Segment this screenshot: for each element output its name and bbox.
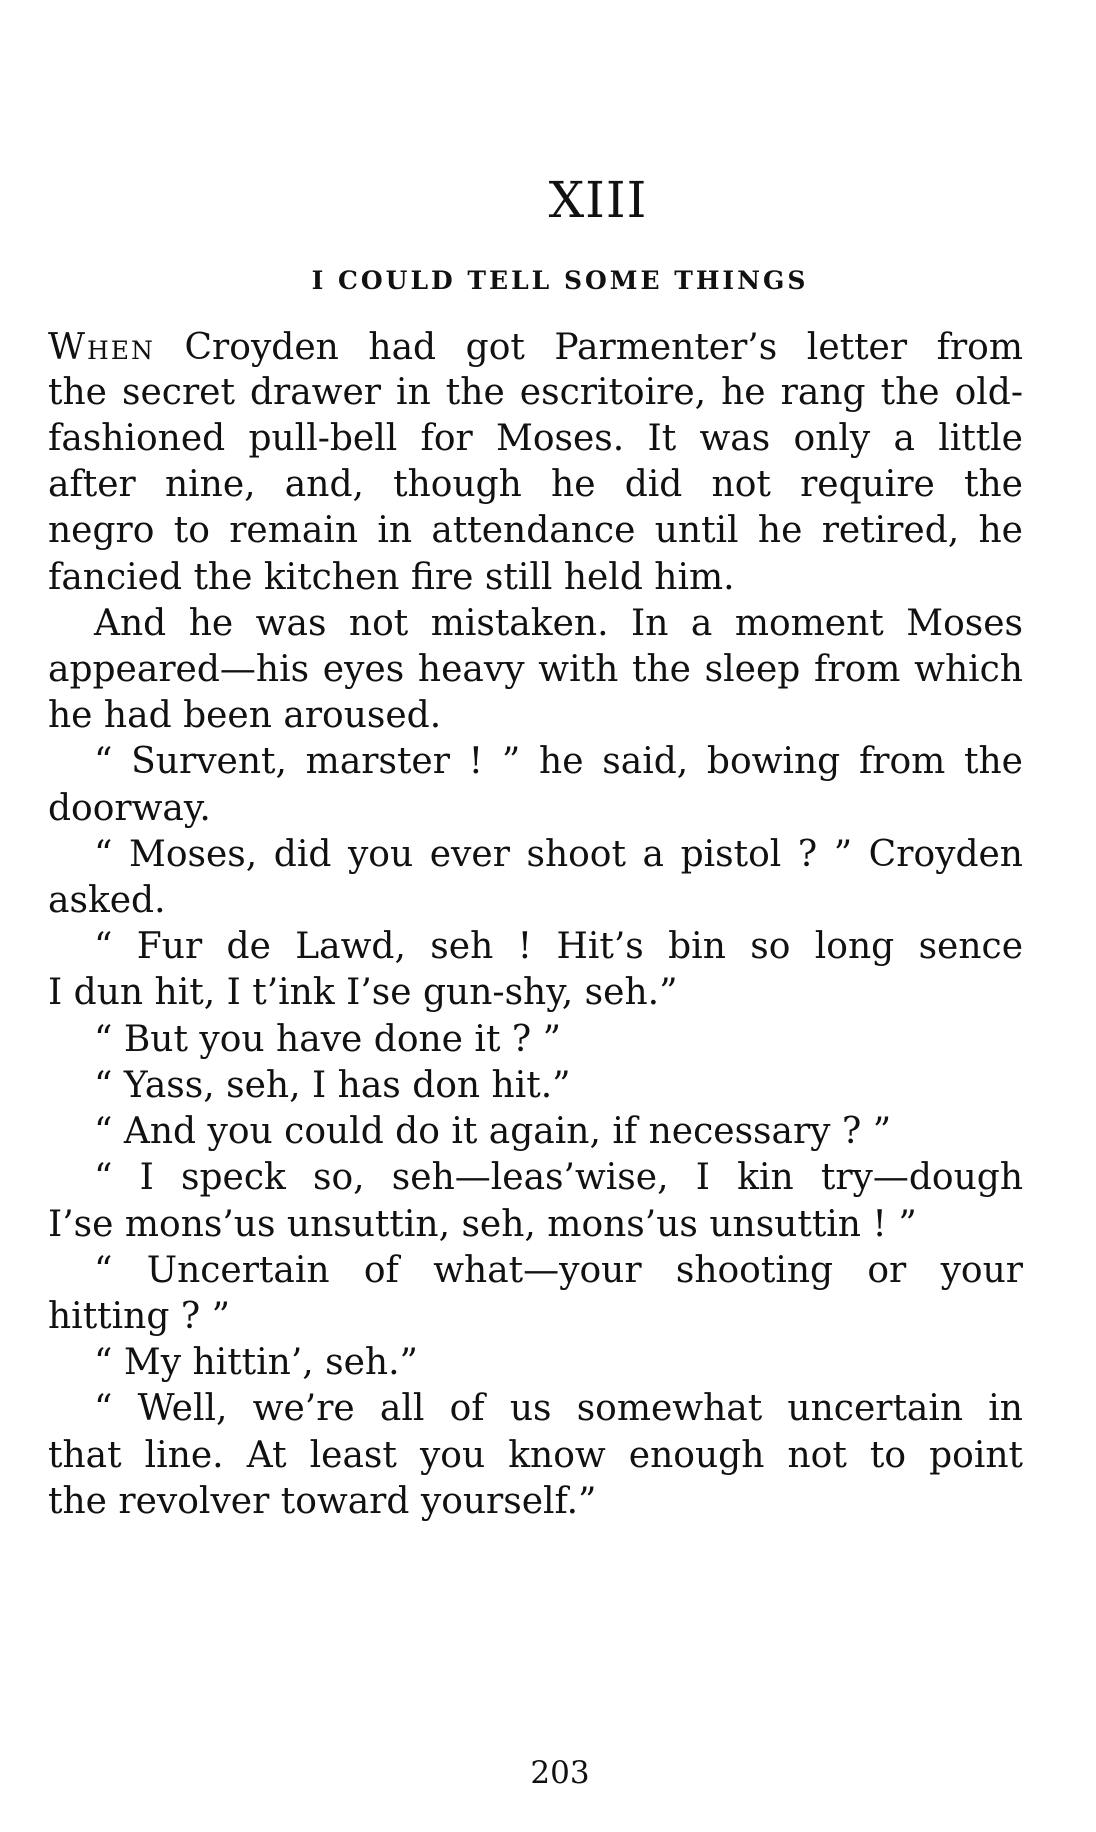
text-line: “ Fur de Lawd, seh ! Hit’s bin so long sence	[94, 926, 1023, 967]
text-line: I’se mons’us unsuttin, seh, mons’us unsuttin ! ”	[48, 1204, 917, 1245]
text-line: the revolver toward yourself.”	[48, 1481, 597, 1522]
text-line: fashioned pull-bell for Moses. It was only a little	[48, 418, 1023, 459]
text-line: “ And you could do it again, if necessary ? ”	[94, 1111, 892, 1152]
text-line: hitting ? ”	[48, 1296, 230, 1337]
lead-word: When	[48, 327, 155, 368]
text-line: appeared—his eyes heavy with the sleep from which	[48, 649, 1023, 690]
text-line: And he was not mistaken. In a moment Moses	[94, 603, 1023, 644]
chapter-number: XIII	[548, 171, 648, 229]
text-line: “ Well, we’re all of us somewhat uncertain in	[94, 1388, 1023, 1429]
text-line: I dun hit, I t’ink I’se gun-shy, seh.”	[48, 972, 678, 1013]
text-line: after nine, and, though he did not require the	[48, 464, 1023, 505]
text-line: asked.	[48, 880, 166, 921]
text-line: “ My hittin’, seh.”	[94, 1342, 418, 1383]
page-number: 203	[530, 1755, 590, 1791]
text-line: “ Moses, did you ever shoot a pistol ? ” Croyden	[94, 834, 1023, 875]
text-line: doorway.	[48, 788, 211, 829]
text-line: negro to remain in attendance until he retired, he	[48, 510, 1023, 551]
text-line: “ Uncertain of what—your shooting or your	[94, 1250, 1023, 1291]
text-line: fancied the kitchen fire still held him.	[48, 557, 735, 598]
text-line: “ Yass, seh, I has don hit.”	[94, 1065, 571, 1106]
text-line: “ But you have done it ? ”	[94, 1019, 561, 1060]
text-line: the secret drawer in the escritoire, he rang the old-	[48, 372, 1023, 413]
text-line: “ Survent, marster ! ” he said, bowing from the	[94, 741, 1023, 782]
text-line: he had been aroused.	[48, 695, 442, 736]
text-line: When Croyden had got Parmenter’s letter from	[48, 327, 1023, 368]
text-line: that line. At least you know enough not to point	[48, 1435, 1023, 1476]
chapter-title: I COULD TELL SOME THINGS	[311, 266, 809, 295]
text-line: “ I speck so, seh—leas’wise, I kin try—dough	[94, 1157, 1023, 1198]
